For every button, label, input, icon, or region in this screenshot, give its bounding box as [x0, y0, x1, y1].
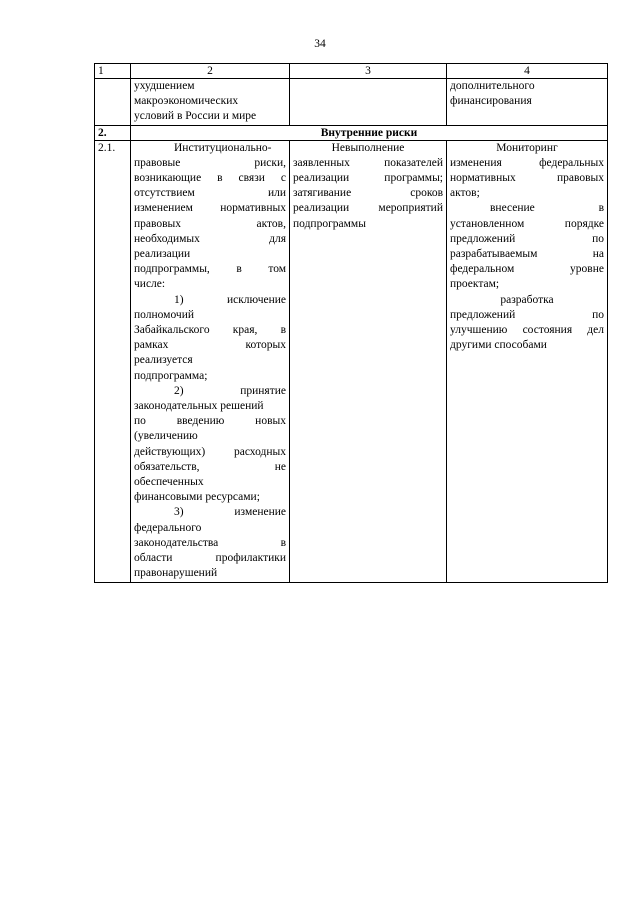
text-line: обязательств, не [134, 460, 286, 473]
header-cell-2: 2 [131, 64, 290, 79]
text-line: необходимых для [134, 232, 286, 245]
table-row-continuation [95, 79, 608, 126]
text-line: числе: [134, 278, 166, 291]
text-line: (увеличению [134, 430, 198, 443]
text-line: затягивание сроков [293, 187, 443, 200]
text-line: по введению новых [134, 415, 286, 428]
text-line: улучшению состояния дел [450, 324, 604, 337]
table-row-2-1 [95, 140, 608, 582]
text-line: актов; [450, 187, 480, 200]
text-line: Забайкальского края, в [134, 324, 286, 337]
text-line: разработка [500, 293, 554, 306]
text-line: установленном порядке [450, 217, 604, 230]
page-number: 34 [314, 38, 326, 50]
text-line: 1) исключение [174, 293, 286, 306]
risk-mitigation-cell [447, 140, 608, 582]
text-line: проектам; [450, 278, 500, 291]
text-line: федерального [134, 521, 202, 534]
cell-continuation-col2 [131, 79, 290, 126]
risk-table [94, 63, 608, 583]
cell-empty [95, 79, 131, 126]
table-header-row [95, 64, 608, 79]
text-line: области профилактики [134, 552, 286, 565]
text-line: макроэкономических [134, 95, 239, 108]
text-line: действующих) расходных [134, 445, 286, 458]
section-number: 2. [95, 125, 131, 140]
text-line: подпрограммы [293, 217, 366, 230]
text-line: законодательных решений [134, 400, 264, 413]
text-line: Мониторинг [496, 141, 558, 154]
text-line: возникающие в связи с [134, 172, 286, 185]
text-line: 3) изменение [174, 506, 286, 519]
text-line: дополнительного [450, 80, 535, 92]
text-line: правовые риски, [134, 156, 286, 169]
text-line: разрабатываемым на [450, 248, 604, 261]
header-cell-1: 1 [95, 64, 131, 79]
text-line: финансирования [450, 95, 532, 108]
header-cell-4: 4 [447, 64, 608, 79]
cell-continuation-col4 [447, 79, 608, 126]
header-cell-3: 3 [290, 64, 447, 79]
cell-empty [290, 79, 447, 126]
section-row [95, 125, 608, 140]
text-line: реализуется [134, 354, 193, 367]
text-line: изменения федеральных [450, 156, 604, 169]
text-line: ухудшением [134, 80, 195, 92]
text-line: внесение в [490, 202, 604, 215]
text-line: 2) принятие [174, 384, 286, 397]
text-line: заявленных показателей [293, 156, 443, 169]
text-line: подпрограммы, в том [134, 263, 286, 276]
text-line: предложений по [450, 308, 604, 321]
text-line: нормативных правовых [450, 172, 604, 185]
text-line: обеспеченных [134, 476, 204, 489]
text-line: правонарушений [134, 567, 218, 580]
text-line: рамках которых [134, 339, 286, 352]
text-line: Невыполнение [331, 141, 405, 154]
text-line: изменением нормативных [134, 202, 286, 215]
text-line: отсутствием или [134, 187, 286, 200]
text-line: реализации [134, 248, 191, 261]
risk-consequences-cell [290, 140, 447, 582]
text-line: законодательства в [134, 536, 286, 549]
row-number: 2.1. [95, 140, 131, 582]
text-line: реализации программы; [293, 172, 443, 185]
text-line: предложений по [450, 232, 604, 245]
text-line: подпрограмма; [134, 369, 208, 382]
text-line: полномочий [134, 308, 194, 321]
text-line: финансовыми ресурсами; [134, 491, 260, 504]
text-line: реализации мероприятий [293, 202, 443, 215]
text-line: другими способами [450, 339, 547, 352]
risk-description-cell [131, 140, 290, 582]
text-line: федеральном уровне [450, 263, 604, 276]
text-line: правовых актов, [134, 217, 286, 230]
text-line: Институционально- [174, 141, 272, 154]
text-line: условий в России и мире [134, 110, 257, 123]
section-title: Внутренние риски [131, 125, 608, 140]
